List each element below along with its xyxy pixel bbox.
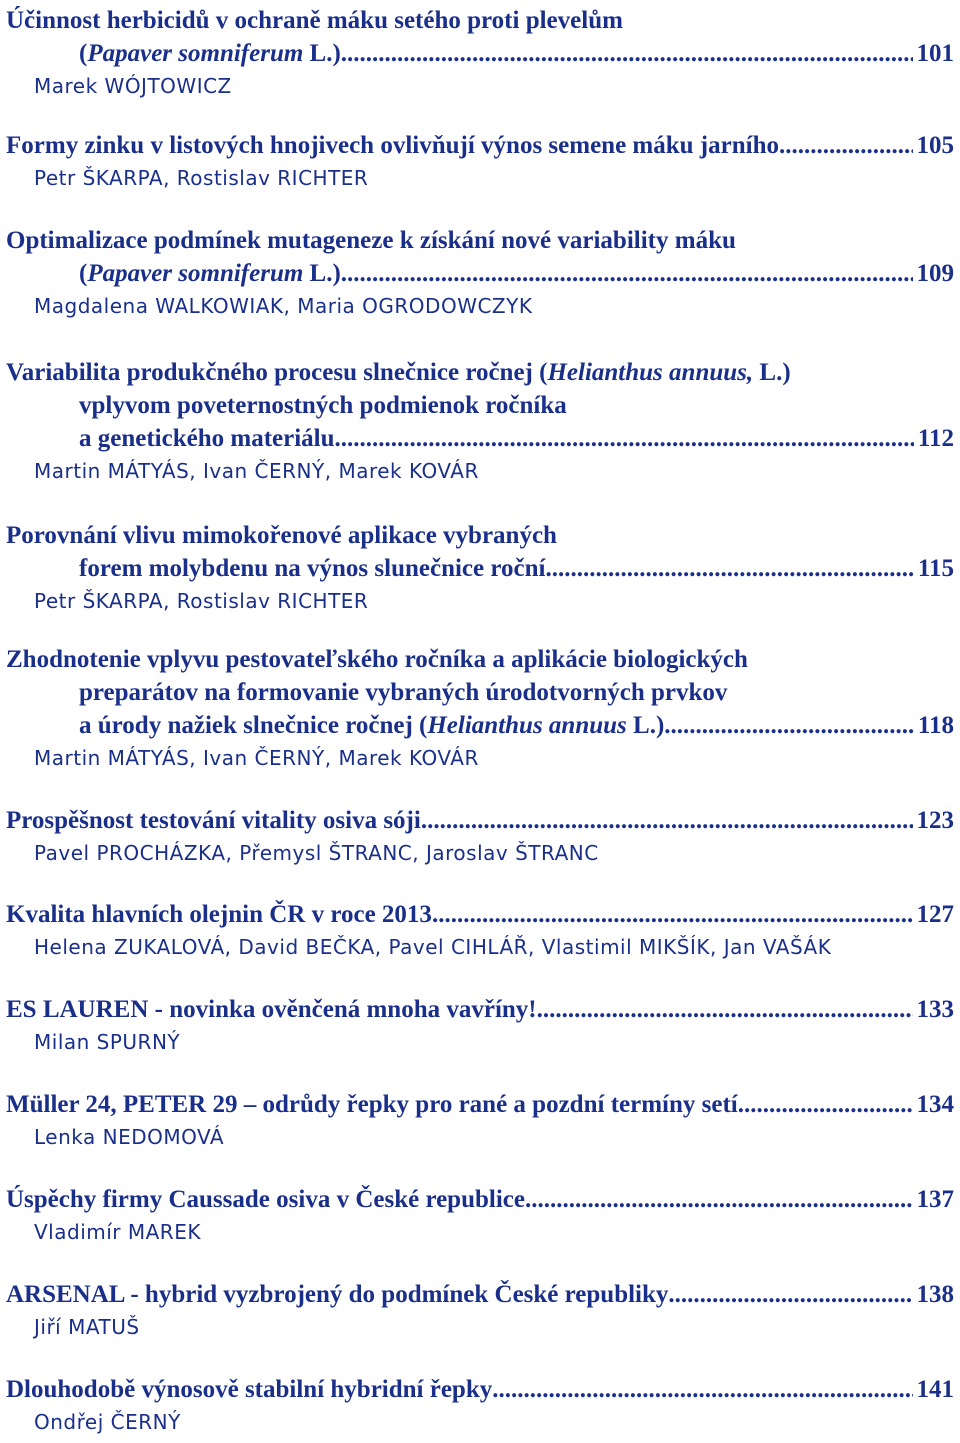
- entry-authors: Ondřej ČERNÝ: [34, 1410, 181, 1434]
- dot-leader: [341, 37, 913, 70]
- toc-entry[interactable]: [6, 643, 954, 772]
- entry-title-text: [6, 359, 791, 386]
- entry-title-text: [79, 679, 727, 706]
- entry-title-text: [6, 7, 623, 34]
- title-segment: Prospěšnost testování vitality osiva sóji: [6, 807, 421, 834]
- title-segment: Variabilita produkčného procesu slnečnice ročnej (: [6, 359, 548, 386]
- entry-title-line: [6, 356, 954, 389]
- entry-authors: Vladimír MAREK: [34, 1220, 201, 1244]
- title-segment: ARSENAL - hybrid vyzbrojený do podmínek České republiky: [6, 1281, 669, 1308]
- toc-entry[interactable]: [6, 519, 954, 615]
- entry-title-line: [6, 422, 954, 455]
- entry-title-line: [6, 709, 954, 742]
- page-number: 133: [916, 996, 954, 1023]
- italic-segment: Papaver somniferum: [87, 260, 304, 287]
- title-segment: L.): [303, 40, 341, 67]
- entry-title-line: [6, 1373, 954, 1406]
- entry-title-text: [79, 709, 664, 742]
- dot-leader: [779, 129, 913, 162]
- entry-title-text: [6, 804, 421, 837]
- dot-leader: [668, 1278, 912, 1311]
- title-segment: Zhodnotenie vplyvu pestovateľského ročníka a aplikácie biologických: [6, 646, 748, 673]
- page-number: 123: [916, 807, 954, 834]
- entry-authors: Marek WÓJTOWICZ: [34, 74, 232, 98]
- entry-title-text: [6, 1183, 525, 1216]
- page-number: 112: [917, 425, 954, 452]
- entry-title-line: [6, 389, 954, 422]
- page-number: 138: [916, 1281, 954, 1308]
- toc-entry[interactable]: [6, 1088, 954, 1151]
- title-segment: Dlouhodobě výnosově stabilní hybridní řepky: [6, 1376, 493, 1403]
- entry-authors: Magdalena WALKOWIAK, Maria OGRODOWCZYK: [34, 294, 533, 318]
- dot-leader: [664, 709, 914, 742]
- entry-title-line: [6, 257, 954, 290]
- entry-title-text: [6, 522, 557, 549]
- title-segment: Kvalita hlavních olejnin ČR v roce 2013: [6, 901, 432, 928]
- page-number: 127: [916, 901, 954, 928]
- page-number: 137: [916, 1186, 954, 1213]
- entry-title-line: [6, 1088, 954, 1121]
- entry-title-text: [6, 1373, 492, 1406]
- entry-title-line: [6, 4, 954, 37]
- page-number: 118: [917, 712, 954, 739]
- entry-authors: Helena ZUKALOVÁ, David BEČKA, Pavel CIHLÁŘ, Vlastimil MIKŠÍK, Jan VAŠÁK: [34, 935, 832, 959]
- page-number: 105: [916, 132, 954, 159]
- entry-title-line: [6, 898, 954, 931]
- entry-title-text: [6, 129, 779, 162]
- entry-authors: Petr ŠKARPA, Rostislav RICHTER: [34, 589, 369, 613]
- entry-title-text: [6, 1088, 738, 1121]
- entry-title-text: [6, 993, 537, 1026]
- entry-title-text: [79, 37, 341, 70]
- entry-title-line: [6, 1278, 954, 1311]
- title-segment: L.): [303, 260, 341, 287]
- dot-leader: [432, 898, 913, 931]
- entry-authors: Martin MÁTYÁS, Ivan ČERNÝ, Marek KOVÁR: [34, 746, 479, 770]
- entry-title-line: [6, 643, 954, 676]
- entry-title-text: [6, 1278, 668, 1311]
- dot-leader: [492, 1373, 912, 1406]
- entry-authors: Martin MÁTYÁS, Ivan ČERNÝ, Marek KOVÁR: [34, 459, 479, 483]
- toc-entry[interactable]: [6, 804, 954, 867]
- title-segment: vplyvom poveternostných podmienok ročníka: [79, 392, 567, 419]
- dot-leader: [341, 257, 913, 290]
- italic-segment: Helianthus annuus,: [547, 359, 754, 386]
- entry-authors: Pavel PROCHÁZKA, Přemysl ŠTRANC, Jaroslav ŠTRANC: [34, 841, 599, 865]
- entry-authors: Lenka NEDOMOVÁ: [34, 1125, 225, 1149]
- entry-authors: Petr ŠKARPA, Rostislav RICHTER: [34, 166, 369, 190]
- entry-title-text: [79, 552, 545, 585]
- entry-title-text: [6, 227, 736, 254]
- entry-title-text: [79, 422, 335, 455]
- page-number: 141: [916, 1376, 954, 1403]
- dot-leader: [421, 804, 913, 837]
- dot-leader: [335, 422, 914, 455]
- entry-title-line: [6, 552, 954, 585]
- toc-entry[interactable]: [6, 993, 954, 1056]
- entry-title-line: [6, 676, 954, 709]
- title-segment: (: [79, 40, 88, 67]
- italic-segment: Papaver somniferum: [87, 40, 304, 67]
- toc-entry[interactable]: [6, 1373, 954, 1436]
- title-segment: Müller 24, PETER 29 – odrůdy řepky pro rané a pozdní termíny setí: [6, 1091, 738, 1118]
- entry-title-text: [6, 898, 432, 931]
- italic-segment: Helianthus annuus: [427, 712, 627, 739]
- entry-title-line: [6, 37, 954, 70]
- title-segment: L.): [626, 712, 665, 739]
- dot-leader: [537, 993, 913, 1026]
- entry-title-text: [79, 257, 341, 290]
- title-segment: Účinnost herbicidů v ochraně máku setého proti plevelům: [6, 7, 623, 34]
- dot-leader: [545, 552, 913, 585]
- dot-leader: [738, 1088, 913, 1121]
- dot-leader: [525, 1183, 913, 1216]
- entry-title-line: [6, 804, 954, 837]
- page-number: 115: [917, 555, 954, 582]
- entry-title-line: [6, 993, 954, 1026]
- entry-title-line: [6, 129, 954, 162]
- toc-entry[interactable]: [6, 356, 954, 485]
- title-segment: ES LAUREN - novinka ověnčená mnoha vavříny!: [6, 996, 537, 1023]
- title-segment: forem molybdenu na výnos slunečnice roční: [79, 555, 546, 582]
- toc-entry[interactable]: [6, 1278, 954, 1341]
- title-segment: a úrody nažiek slnečnice ročnej (: [79, 712, 428, 739]
- page-number: 101: [916, 40, 954, 67]
- entry-title-text: [79, 392, 567, 419]
- title-segment: a genetického materiálu: [79, 425, 335, 452]
- entry-authors: Milan SPURNÝ: [34, 1030, 181, 1054]
- entry-title-line: [6, 519, 954, 552]
- title-segment: Úspěchy firmy Caussade osiva v České republice: [6, 1186, 525, 1213]
- title-segment: Porovnání vlivu mimokořenové aplikace vybraných: [6, 522, 557, 549]
- entry-authors: Jiří MATUŠ: [34, 1315, 140, 1339]
- toc-entry[interactable]: [6, 224, 954, 320]
- title-segment: preparátov na formovanie vybraných úrodotvorných prvkov: [79, 679, 728, 706]
- page-number: 109: [916, 260, 954, 287]
- title-segment: L.): [753, 359, 791, 386]
- entry-title-line: [6, 224, 954, 257]
- page-number: 134: [916, 1091, 954, 1118]
- toc-entry[interactable]: [6, 898, 954, 961]
- entry-title-line: [6, 1183, 954, 1216]
- title-segment: (: [79, 260, 88, 287]
- toc-entry[interactable]: [6, 129, 954, 192]
- entry-title-text: [6, 646, 748, 673]
- toc-entry[interactable]: [6, 4, 954, 100]
- title-segment: Optimalizace podmínek mutageneze k získání nové variability máku: [6, 227, 736, 254]
- toc-entry[interactable]: [6, 1183, 954, 1246]
- title-segment: Formy zinku v listových hnojivech ovlivňují výnos semene máku jarního: [6, 132, 779, 159]
